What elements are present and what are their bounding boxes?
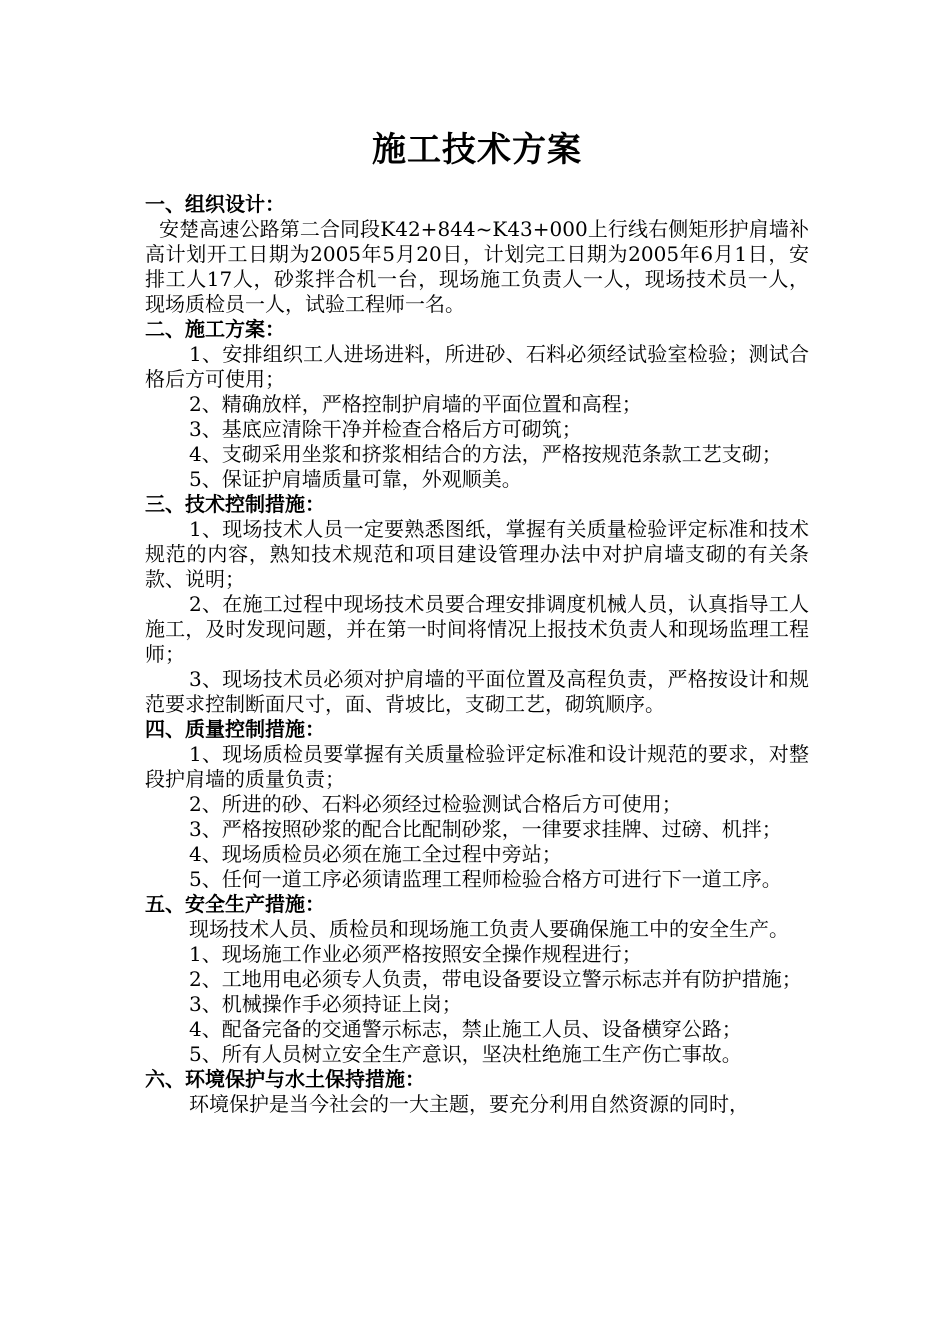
- paragraph: 1、现场质检员要掌握有关质量检验评定标准和设计规范的要求，对整段护肩墙的质量负责；: [145, 742, 809, 791]
- section-environmental-protection: [145, 1067, 809, 1117]
- section-organization-design: [145, 192, 809, 317]
- paragraph: 3、现场技术员必须对护肩墙的平面位置及高程负责，严格按设计和规范要求控制断面尺寸，面、背坡比，支砌工艺，砌筑顺序。: [145, 667, 809, 716]
- paragraph: 4、支砌采用坐浆和挤浆相结合的方法，严格按规范条款工艺支砌；: [189, 442, 782, 466]
- section-quality-control: [145, 717, 809, 892]
- paragraph: 3、基底应清除干净并检查合格后方可砌筑；: [189, 417, 582, 441]
- paragraph: 安楚高速公路第二合同段K42+844~K43+000上行线右侧矩形护肩墙补高计划开工日期为2005年5月20日，计划完工日期为2005年6月1日，安排工人17人，砂浆拌合机一台，现场施工负责人一人，现场技术员一人，现场质检员一人，试验工程师一名。: [145, 217, 809, 316]
- paragraph: 3、严格按照砂浆的配合比配制砂浆，一律要求挂牌、过磅、机拌；: [189, 817, 782, 841]
- paragraph: 5、任何一道工序必须请监理工程师检验合格方可进行下一道工序。: [189, 867, 782, 891]
- paragraph: 2、所进的砂、石料必须经过检验测试合格后方可使用；: [189, 792, 682, 816]
- section-heading: 四、质量控制措施：: [145, 717, 325, 741]
- section-heading: 三、技术控制措施：: [145, 492, 325, 516]
- paragraph: 1、安排组织工人进场进料，所进砂、石料必须经试验室检验；测试合格后方可使用；: [145, 342, 809, 391]
- section-construction-plan: [145, 317, 809, 492]
- paragraph: 4、现场质检员必须在施工全过程中旁站；: [189, 842, 562, 866]
- paragraph: 5、所有人员树立安全生产意识，坚决杜绝施工生产伤亡事故。: [189, 1042, 742, 1066]
- section-heading: 一、组织设计：: [145, 192, 285, 216]
- paragraph: 4、配备完备的交通警示标志，禁止施工人员、设备横穿公路；: [189, 1017, 742, 1041]
- paragraph: 环境保护是当今社会的一大主题，要充分利用自然资源的同时，: [189, 1092, 749, 1116]
- section-technical-control: [145, 492, 809, 717]
- paragraph: 5、保证护肩墙质量可靠，外观顺美。: [189, 467, 522, 491]
- paragraph: 3、机械操作手必须持证上岗；: [189, 992, 462, 1016]
- paragraph: 现场技术人员、质检员和现场施工负责人要确保施工中的安全生产。: [189, 917, 789, 941]
- section-heading: 二、施工方案：: [145, 317, 285, 341]
- paragraph: 1、现场技术人员一定要熟悉图纸，掌握有关质量检验评定标准和技术规范的内容，熟知技术规范和项目建设管理办法中对护肩墙支砌的有关条款、说明；: [145, 517, 809, 591]
- section-heading: 六、环境保护与水土保持措施：: [145, 1067, 425, 1091]
- document-title: 施工技术方案: [372, 130, 582, 170]
- section-safety-production: [145, 892, 809, 1067]
- paragraph: 2、在施工过程中现场技术员要合理安排调度机械人员，认真指导工人施工，及时发现问题，并在第一时间将情况上报技术负责人和现场监理工程师；: [145, 592, 809, 666]
- section-heading: 五、安全生产措施：: [145, 892, 325, 916]
- paragraph: 1、现场施工作业必须严格按照安全操作规程进行；: [189, 942, 642, 966]
- document-page: [145, 120, 809, 1117]
- paragraph: 2、工地用电必须专人负责，带电设备要设立警示标志并有防护措施；: [189, 967, 802, 991]
- paragraph: 2、精确放样，严格控制护肩墙的平面位置和高程；: [189, 392, 642, 416]
